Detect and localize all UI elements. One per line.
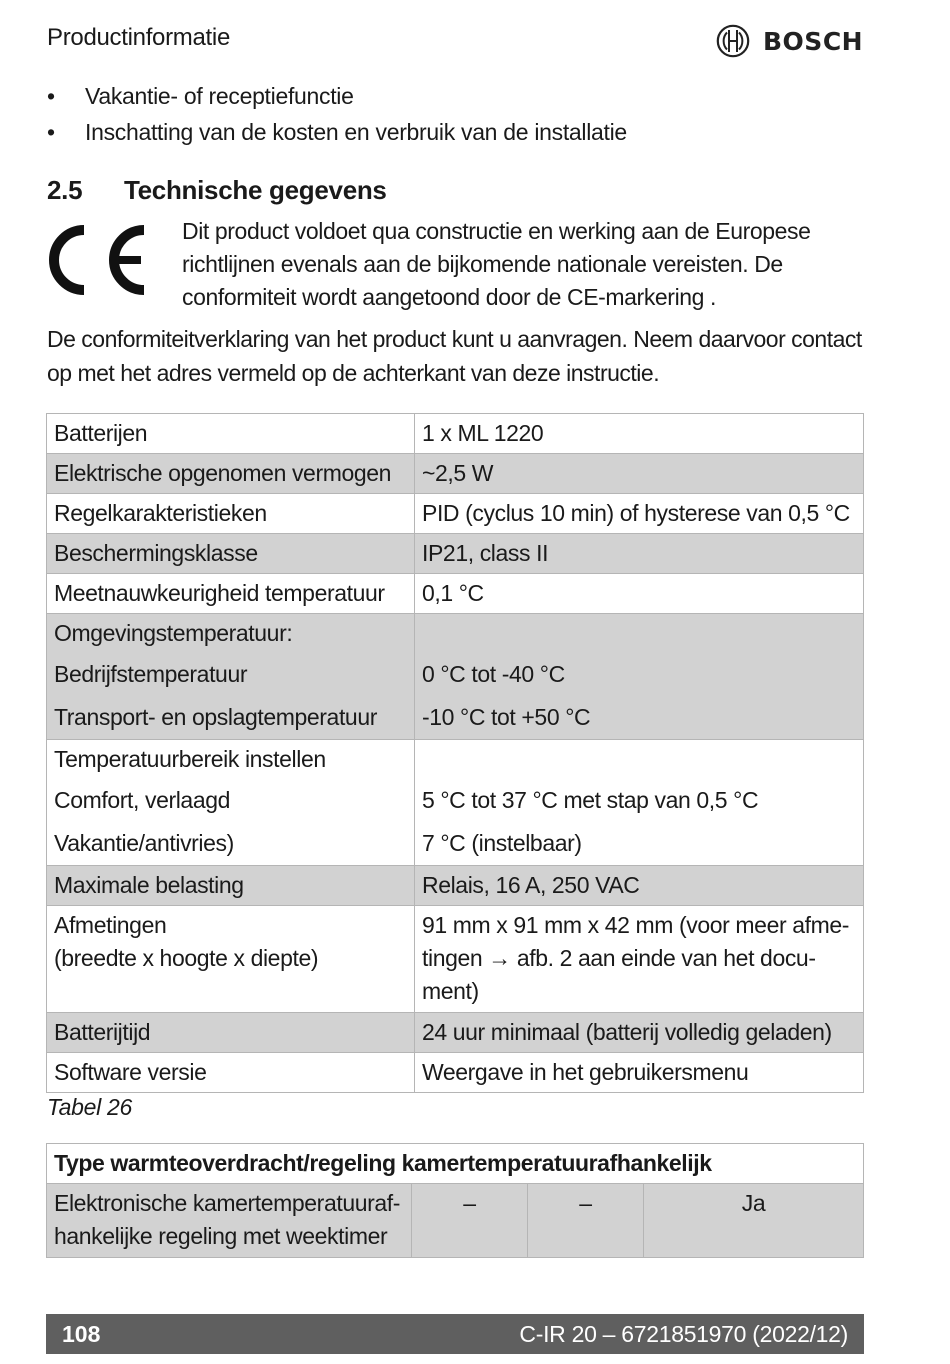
list-item: • Vakantie- of receptiefunctie	[47, 78, 627, 114]
page-header-title: Productinformatie	[47, 24, 230, 51]
table-row: Batterijen 1 x ML 1220	[47, 414, 864, 454]
feature-list	[47, 78, 627, 150]
table-row: Maximale belasting Relais, 16 A, 250 VAC	[47, 866, 864, 906]
ce-conformity-text: Dit product voldoet qua constructie en werking aan de Europese richtlijnen evenals aan de bijkomende nationale vereisten. De conformiteit wordt aangetoond door de CE-markering .	[182, 218, 811, 310]
brand-name: BOSCH	[763, 26, 864, 56]
technical-data-table	[46, 413, 864, 1093]
page-footer	[46, 1314, 864, 1354]
table-row: Software versie Weergave in het gebruikersmenu	[47, 1053, 864, 1093]
page-number: 108	[62, 1321, 101, 1347]
section-number: 2.5	[47, 175, 83, 205]
table-row: Elektrische opgenomen vermogen ~2,5 W	[47, 454, 864, 494]
table-row: Beschermingsklasse IP21, class II	[47, 534, 864, 574]
section-title: Technische gegevens	[124, 175, 387, 205]
table-row: Meetnauwkeurigheid temperatuur 0,1 °C	[47, 574, 864, 614]
section-heading	[47, 175, 387, 206]
bosch-armature-icon	[716, 24, 750, 58]
table-row: Afmetingen (breedte x hoogte x diepte) 91 mm x 91 mm x 42 mm (voor meer afme- tingen → afb. 2 aan einde van het docu- ment)	[47, 906, 864, 1013]
document-reference: C-IR 20 – 6721851970 (2022/12)	[519, 1321, 848, 1347]
ce-mark-icon	[44, 220, 154, 300]
table-row: Temperatuurbereik instellen Comfort, verlaagd Vakantie/antivries) 5 °C tot 37 °C met stap van 0,5 °C 7 °C (instelbaar)	[47, 740, 864, 866]
list-item: • Inschatting van de kosten en verbruik van de installatie	[47, 114, 627, 150]
bullet-icon: •	[47, 119, 55, 145]
table-caption: Tabel 26	[47, 1094, 132, 1120]
bullet-icon: •	[47, 83, 55, 109]
heat-transfer-type-table	[46, 1143, 864, 1258]
table-row: Elektronische kamertemperatuuraf- hankelijke regeling met weektimer – – Ja	[47, 1184, 864, 1258]
table-row: Batterijtijd 24 uur minimaal (batterij volledig geladen)	[47, 1013, 864, 1053]
conformity-declaration-text: De conformiteitverklaring van het product kunt u aanvragen. Neem daarvoor contact op met het adres vermeld op de achterkant van deze instructie.	[47, 326, 862, 386]
bosch-logo	[716, 24, 863, 58]
table-row: Regelkarakteristieken PID (cyclus 10 min) of hysterese van 0,5 °C	[47, 494, 864, 534]
table-header: Type warmteoverdracht/regeling kamertemperatuurafhankelijk	[47, 1144, 864, 1184]
table-row: Omgevingstemperatuur: Bedrijfstemperatuur Transport- en opslagtemperatuur 0 °C tot -40 °C -10 °C tot +50 °C	[47, 614, 864, 740]
table-header-row	[47, 1144, 864, 1184]
